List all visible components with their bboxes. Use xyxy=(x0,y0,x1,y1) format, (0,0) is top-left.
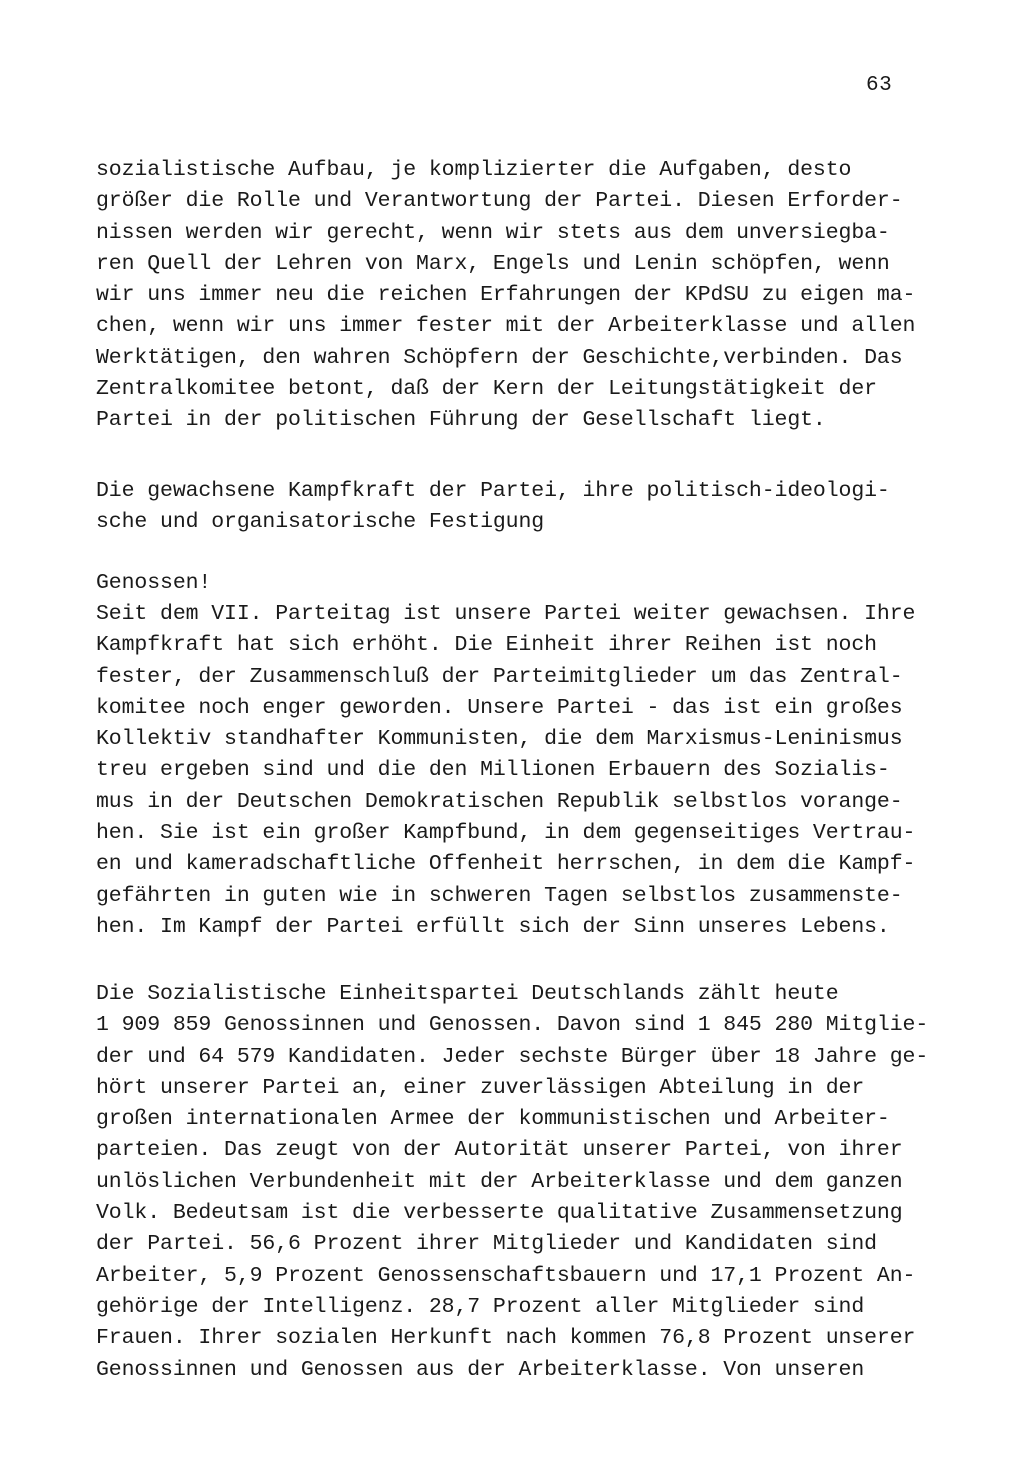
text-line: der Partei. 56,6 Prozent ihrer Mitglieder und Kandidaten sind xyxy=(96,1232,877,1257)
text-line: en und kameradschaftliche Offenheit herrschen, in dem die Kampf- xyxy=(96,852,916,877)
text-line: sozialistische Aufbau, je komplizierter die Aufgaben, desto xyxy=(96,158,852,182)
text-line: 1 909 859 Genossinnen und Genossen. Davon sind 1 845 280 Mitglie- xyxy=(96,1013,929,1038)
text-line: fester, der Zusammenschluß der Parteimitglieder um das Zentral- xyxy=(96,664,903,689)
text-line: Genossinnen und Genossen aus der Arbeiterklasse. Von unseren xyxy=(96,1357,865,1382)
section-heading xyxy=(96,476,926,539)
text-line: Kampfkraft hat sich erhöht. Die Einheit ihrer Reihen ist noch xyxy=(96,633,877,658)
heading-line: sche und organisatorische Festigung xyxy=(96,510,545,535)
text-line: nissen werden wir gerecht, wenn wir stets aus dem unversiegba- xyxy=(96,220,890,245)
text-line: Volk. Bedeutsam ist die verbesserte qualitative Zusammensetzung xyxy=(96,1201,903,1226)
text-line: Zentralkomitee betont, daß der Kern der Leitungstätigkeit der xyxy=(96,377,877,402)
text-line: Frauen. Ihrer sozialen Herkunft nach kommen 76,8 Prozent unserer xyxy=(96,1326,916,1351)
text-line: Partei in der politischen Führung der Gesellschaft liegt. xyxy=(96,408,826,433)
text-line: Kollektiv standhafter Kommunisten, die dem Marxismus-Leninismus xyxy=(96,727,903,752)
text-line: gehörige der Intelligenz. 28,7 Prozent aller Mitglieder sind xyxy=(96,1294,865,1319)
text-line: komitee noch enger geworden. Unsere Partei - das ist ein großes xyxy=(96,695,903,720)
text-line: der und 64 579 Kandidaten. Jeder sechste Bürger über 18 Jahre ge- xyxy=(96,1044,929,1069)
text-line: hen. Im Kampf der Partei erfüllt sich der Sinn unseres Lebens. xyxy=(96,914,890,939)
text-line: treu ergeben sind und die den Millionen Erbauern des Sozialis- xyxy=(96,758,890,783)
text-line: Arbeiter, 5,9 Prozent Genossenschaftsbauern und 17,1 Prozent An- xyxy=(96,1263,916,1288)
paragraph-1 xyxy=(96,155,926,437)
paragraph-2 xyxy=(96,599,926,943)
text-line: parteien. Das zeugt von der Autorität unserer Partei, von ihrer xyxy=(96,1138,903,1163)
text-line: unlöslichen Verbundenheit mit der Arbeiterklasse und dem ganzen xyxy=(96,1169,903,1194)
text-line: Die Sozialistische Einheitspartei Deutschlands zählt heute xyxy=(96,982,839,1006)
text-line: Werktätigen, den wahren Schöpfern der Geschichte,verbinden. Das xyxy=(96,345,903,370)
text-line: ren Quell der Lehren von Marx, Engels und Lenin schöpfen, wenn xyxy=(96,251,890,276)
text-line: wir uns immer neu die reichen Erfahrungen der KPdSU zu eigen ma- xyxy=(96,283,916,308)
heading-line: Die gewachsene Kampfkraft der Partei, ihre politisch-ideologi- xyxy=(96,479,890,503)
text-line: hört unserer Partei an, einer zuverlässigen Abteilung in der xyxy=(96,1075,865,1100)
page-number: 63 xyxy=(866,74,893,97)
text-line: chen, wenn wir uns immer fester mit der Arbeiterklasse und allen xyxy=(96,314,916,339)
text-line: gefährten in guten wie in schweren Tagen selbstlos zusammenste- xyxy=(96,883,903,908)
text-line: größer die Rolle und Verantwortung der Partei. Diesen Erforder- xyxy=(96,189,903,214)
paragraph-3 xyxy=(96,979,929,1386)
text-line: hen. Sie ist ein großer Kampfbund, in dem gegenseitiges Vertrau- xyxy=(96,821,916,846)
text-line: großen internationalen Armee der kommunistischen und Arbeiter- xyxy=(96,1107,890,1132)
text-line: Seit dem VII. Parteitag ist unsere Partei weiter gewachsen. Ihre xyxy=(96,602,916,626)
text-line: mus in der Deutschen Demokratischen Republik selbstlos vorange- xyxy=(96,789,903,814)
greeting xyxy=(96,568,926,599)
greeting-line: Genossen! xyxy=(96,571,212,595)
